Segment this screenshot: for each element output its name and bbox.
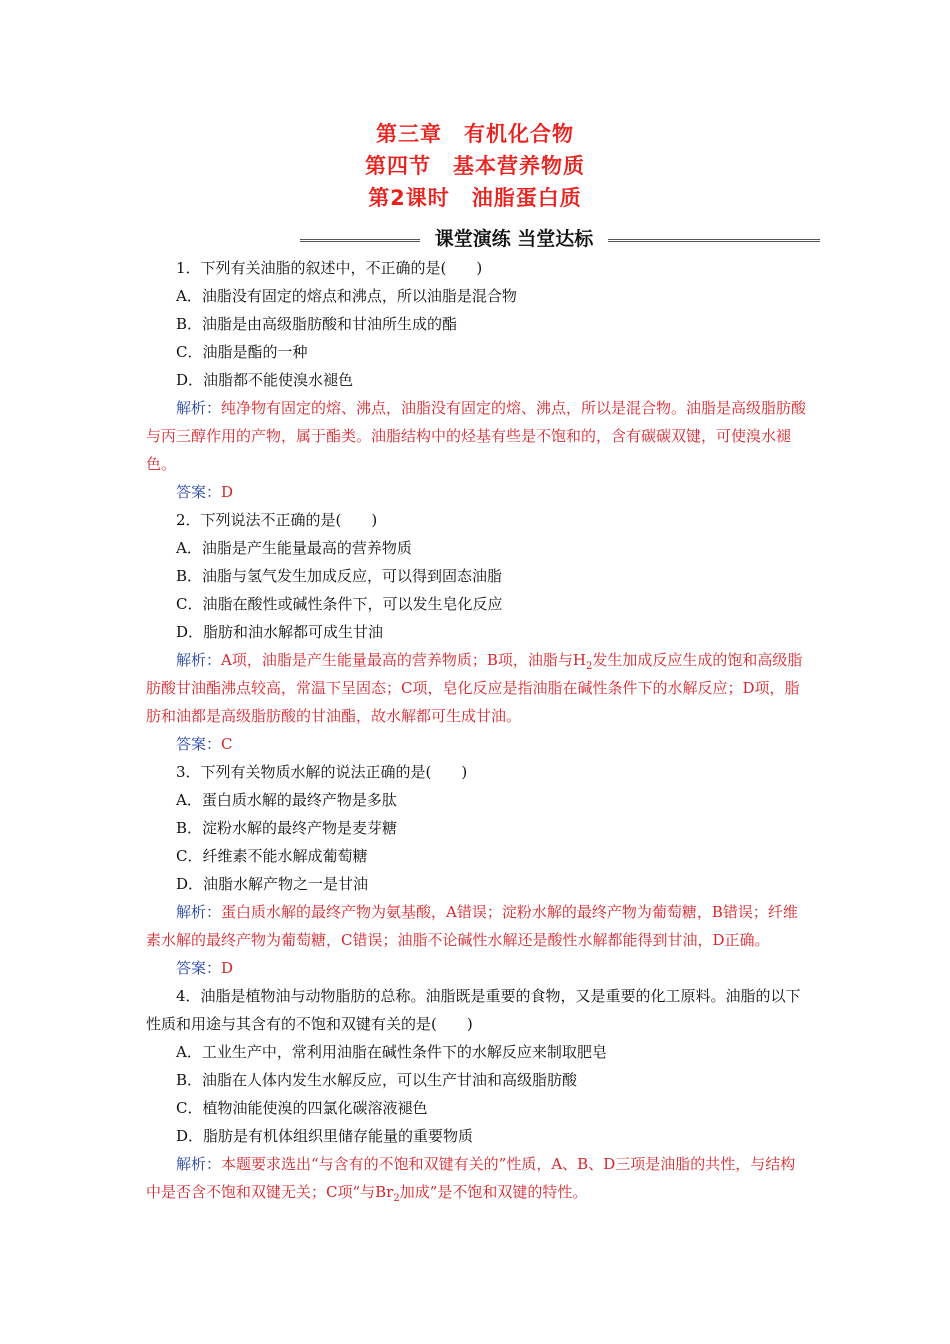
banner-rule-right [608, 239, 820, 242]
q3-option-d: D．油脂水解产物之一是甘油 [176, 875, 369, 893]
q1-answer-label: 答案： [176, 483, 222, 501]
q4-analysis-label: 解析： [176, 1155, 222, 1173]
q1-stem: 1．下列有关油脂的叙述中，不正确的是( ) [176, 259, 483, 277]
q2-option-c: C．油脂在酸性或碱性条件下，可以发生皂化反应 [176, 595, 503, 613]
q2-stem: 2．下列说法不正确的是( ) [176, 511, 378, 529]
q3-stem: 3．下列有关物质水解的说法正确的是( ) [176, 763, 468, 781]
banner-rule-left [300, 239, 420, 242]
q3-option-b: B．淀粉水解的最终产物是麦芽糖 [176, 819, 398, 837]
q2-option-b: B．油脂与氢气发生加成反应，可以得到固态油脂 [176, 567, 503, 585]
title-block [0, 118, 950, 214]
q3-analysis-label: 解析： [176, 903, 222, 921]
section-banner [300, 226, 820, 252]
q1-answer [146, 478, 810, 506]
q4-analysis-text-pre: 本题要求选出“与含有的不饱和双键有关的”性质，A、B、D三项是油脂的共性，与结构中是否含不饱和双键无关；C项“与Br [146, 1155, 796, 1201]
q4-option-a: A．工业生产中，常利用油脂在碱性条件下的水解反应来制取肥皂 [176, 1043, 607, 1061]
q1-option-b: B．油脂是由高级脂肪酸和甘油所生成的酯 [176, 315, 458, 333]
section-title: 第四节 基本营养物质 [365, 154, 585, 178]
q1-analysis-label: 解析： [176, 399, 222, 417]
q2-analysis [146, 646, 810, 730]
q2-analysis-label: 解析： [176, 651, 222, 669]
q4-analysis-text-post: 加成”是不饱和双键的特性。 [399, 1183, 588, 1201]
q4-option-c: C．植物油能使溴的四氯化碳溶液褪色 [176, 1099, 428, 1117]
q4-option-d: D．脂肪是有机体组织里储存能量的重要物质 [176, 1127, 474, 1145]
lesson-title: 第2课时 油脂蛋白质 [368, 186, 582, 210]
q2-option-d: D．脂肪和油水解都可成生甘油 [176, 623, 384, 641]
question-list [146, 254, 810, 1206]
q2-analysis-text-post: 发生加成反应生成的饱和高级脂肪酸甘油酯沸点较高，常温下呈固态；C项，皂化反应是指油脂在碱性条件下的水解反应；D项，脂肪和油都是高级脂肪酸的甘油酯，故水解都可生成甘油。 [146, 651, 803, 725]
q1-analysis-text: 纯净物有固定的熔、沸点，油脂没有固定的熔、沸点，所以是混合物。油脂是高级脂肪酸与丙三醇作用的产物，属于酯类。油脂结构中的烃基有些是不饱和的，含有碳碳双键，可使溴水褪色。 [146, 399, 807, 473]
q1-analysis [146, 394, 810, 478]
q4-analysis [146, 1150, 810, 1206]
q3-answer-label: 答案： [176, 959, 222, 977]
q3-analysis [146, 898, 810, 954]
q2-analysis-text-pre: A项，油脂是产生能量最高的营养物质；B项，油脂与H [221, 651, 586, 669]
q2-answer [146, 730, 810, 758]
q4-option-b: B．油脂在人体内发生水解反应，可以生产甘油和高级脂肪酸 [176, 1071, 578, 1089]
q3-option-c: C．纤维素不能水解成葡萄糖 [176, 847, 368, 865]
banner-text: 课堂演练 当堂达标 [434, 228, 594, 250]
q3-answer-value: D [221, 959, 234, 977]
q4-stem: 4．油脂是植物油与动物脂肪的总称。油脂既是重要的食物，又是重要的化工原料。油脂的以下性质和用途与其含有的不饱和双键有关的是( ) [146, 987, 801, 1033]
q1-answer-value: D [221, 483, 234, 501]
q3-answer [146, 954, 810, 982]
q2-answer-label: 答案： [176, 735, 222, 753]
q2-analysis-subscript: 2 [585, 661, 593, 672]
q3-analysis-text: 蛋白质水解的最终产物为氨基酸，A错误；淀粉水解的最终产物为葡萄糖，B错误；纤维素水解的最终产物为葡萄糖，C错误；油脂不论碱性水解还是酸性水解都能得到甘油，D正确。 [146, 903, 798, 949]
q1-option-a: A．油脂没有固定的熔点和沸点，所以油脂是混合物 [176, 287, 517, 305]
q4-analysis-subscript: 2 [393, 1193, 400, 1204]
q2-option-a: A．油脂是产生能量最高的营养物质 [176, 539, 412, 557]
q1-option-c: C．油脂是酯的一种 [176, 343, 308, 361]
q1-option-d: D．油脂都不能使溴水褪色 [176, 371, 354, 389]
q2-answer-value: C [221, 735, 233, 753]
q3-option-a: A．蛋白质水解的最终产物是多肽 [176, 791, 397, 809]
chapter-title: 第三章 有机化合物 [376, 122, 574, 146]
